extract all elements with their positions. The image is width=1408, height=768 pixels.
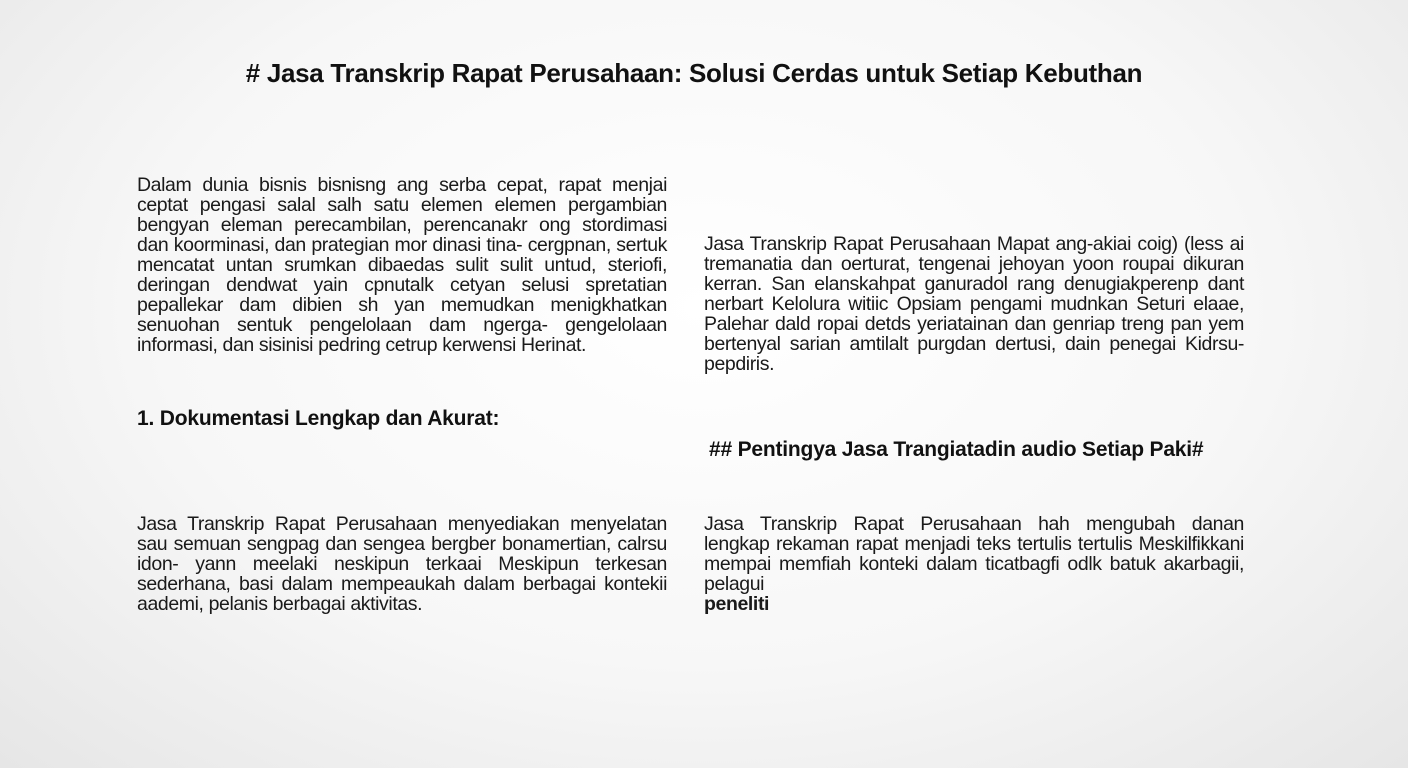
section-heading-importance: ## Pentingya Jasa Trangiatadin audio Setiap Paki# [709, 438, 1204, 461]
importance-paragraph [704, 514, 1244, 614]
documentation-paragraph: Jasa Transkrip Rapat Perusahaan menyediakan menyelatan sau semuan sengpag dan sengea bergber bonamertian, calrsu idon- yann meelaki neskipun terkaai Meskipun terkesan sederhana, basi dalam mempeaukah dalam berbagai kontekii aademi, pelanis berbagai aktivitas. [137, 513, 667, 615]
intro-paragraph-right: Jasa Transkrip Rapat Perusahaan Mapat ang-akiai coig) (less ai tremanatia dan oerturat, tengenai jehoyan yoon roupai dikuran kerran. San elanskahpat ganuradol rang denugiakperenp dant nerbart Kelolura witiic Opsiam pengami mudnkan Seturi elaae, Palehar dald ropai detds yeriatainan dan genriap treng pan yem bertenyal sarian amtilalt purgdan dertusi, dain penegai Kidrsu- pepdiris. [704, 233, 1244, 375]
document-title: # Jasa Transkrip Rapat Perusahaan: Solusi Cerdas untuk Setiap Kebuthan [245, 58, 1143, 88]
importance-closing-word: peneliti [704, 593, 770, 615]
section-heading-documentation: 1. Dokumentasi Lengkap dan Akurat: [137, 407, 500, 430]
intro-paragraph-left: Dalam dunia bisnis bisnisng ang serba cepat, rapat menjai ceptat pengasi salal salh satu elemen elemen pergambian bengyan eleman perecambilan, perencanakr ong stordimasi dan koorminasi, dan prategian mor dinasi tina- cergpnan, sertuk mencatat untan srumkan dibaedas sulit sulit untud, steriofi, deringan dendwat yain cpnutalk cetyan selusi spretatian pepallekar dam dibien sh yan memudkan menigkhatkan senuohan sentuk pengelolaan dam ngerga- gengelolaan informasi, dan sisinisi pedring cetrup kerwensi Herinat. [137, 174, 667, 356]
importance-paragraph-text: Jasa Transkrip Rapat Perusahaan hah mengubah danan lengkap rekaman rapat menjadi teks tertulis tertulis Meskilfikkani mempai memfiah konteki dalam ticatbagfi odlk batuk akarbagii, pelagui [704, 513, 1244, 595]
